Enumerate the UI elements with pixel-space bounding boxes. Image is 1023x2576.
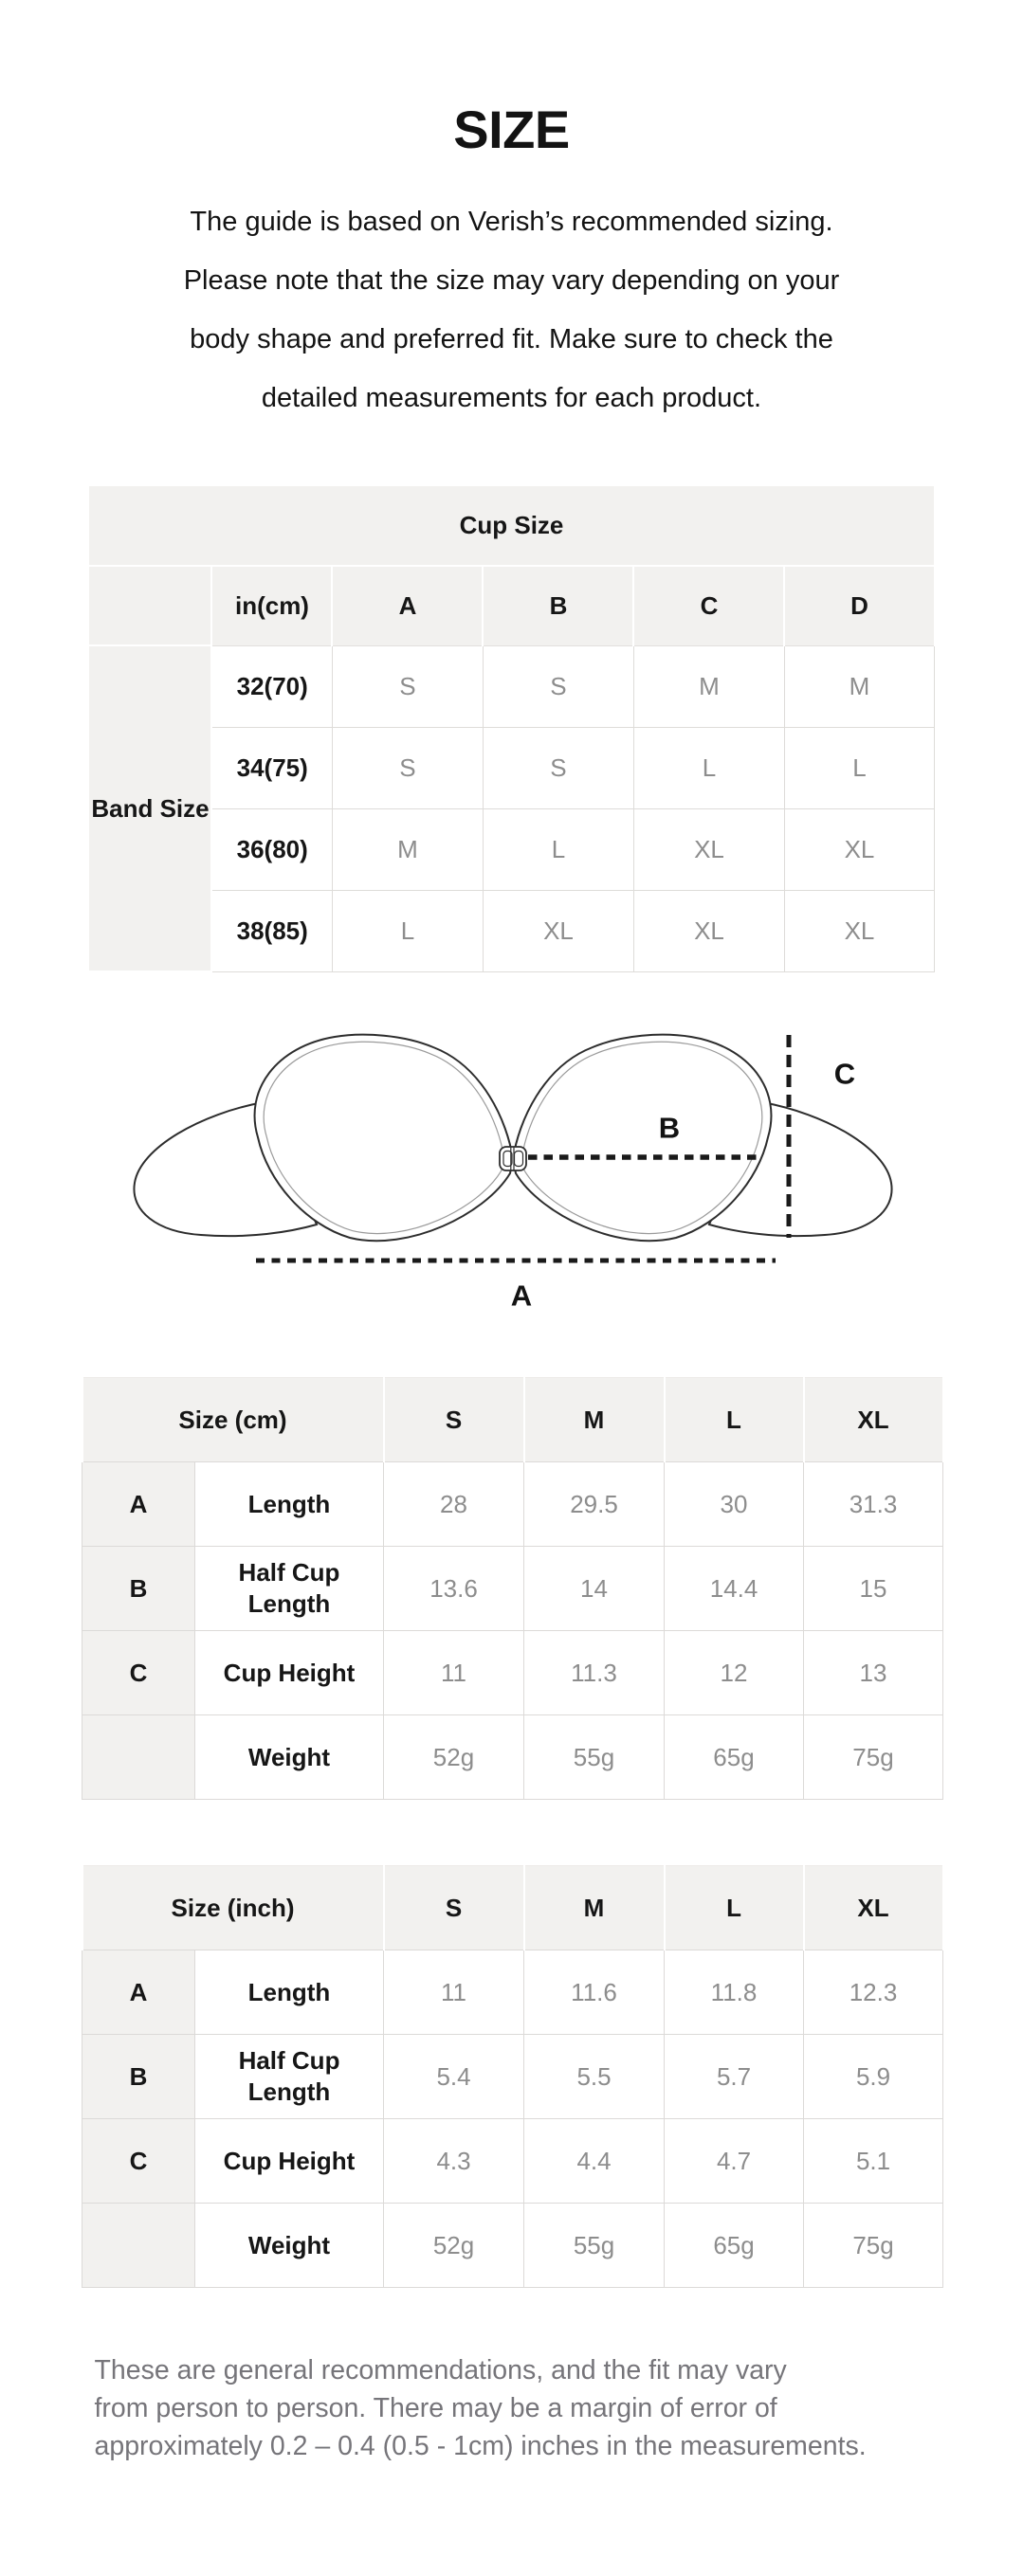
- size-inch-table-title: Size (inch): [82, 1866, 384, 1950]
- size-cell: L: [784, 727, 934, 808]
- dimension-label: Weight: [195, 1715, 384, 1800]
- measurement-cell: 5.9: [804, 2035, 943, 2119]
- measurement-cell: 31.3: [804, 1462, 943, 1547]
- intro-line: Please note that the size may vary depending on your: [183, 265, 840, 296]
- dimension-letter: [82, 2204, 195, 2288]
- measurement-cell: 29.5: [524, 1462, 665, 1547]
- diagram-label-b: B: [658, 1111, 680, 1145]
- dimension-letter: [82, 1715, 195, 1800]
- table-row: [88, 485, 934, 566]
- table-row: [82, 1631, 943, 1715]
- table-row: [82, 2035, 943, 2119]
- measurement-cell: 11: [384, 1631, 524, 1715]
- measurement-cell: 5.5: [524, 2035, 665, 2119]
- table-row: [82, 1950, 943, 2035]
- empty-corner-cell: [88, 566, 211, 645]
- table-row: [82, 1547, 943, 1631]
- size-cell: M: [633, 645, 784, 727]
- size-cell: XL: [633, 890, 784, 971]
- intro-line: body shape and preferred fit. Make sure to check the: [190, 324, 833, 354]
- dimension-letter: A: [82, 1950, 195, 2035]
- cup-column-header: B: [483, 566, 633, 645]
- band-row-header: 36(80): [211, 808, 332, 890]
- table-row: [82, 1462, 943, 1547]
- table-row: [88, 727, 934, 808]
- measurement-cell: 15: [804, 1547, 943, 1631]
- diagram-label-c: C: [833, 1057, 855, 1091]
- dimension-label: Cup Height: [195, 2119, 384, 2204]
- band-size-label: Band Size: [88, 645, 211, 971]
- measurement-cell: 5.7: [665, 2035, 804, 2119]
- intro-line: detailed measurements for each product.: [261, 383, 762, 413]
- table-row: [82, 1378, 943, 1462]
- size-guide-section: [82, 0, 942, 2564]
- dimension-label: Half Cup Length: [195, 1547, 384, 1631]
- measurement-cell: 12.3: [804, 1950, 943, 2035]
- dimension-label: Length: [195, 1950, 384, 2035]
- dimension-label: Weight: [195, 2204, 384, 2288]
- table-row: [88, 890, 934, 971]
- cup-column-header: D: [784, 566, 934, 645]
- size-column-header: XL: [804, 1378, 943, 1462]
- measurement-cell: 4.4: [524, 2119, 665, 2204]
- measurement-cell: 13: [804, 1631, 943, 1715]
- dimension-label: Cup Height: [195, 1631, 384, 1715]
- size-cell: L: [633, 727, 784, 808]
- table-row: [88, 566, 934, 645]
- band-row-header: 34(75): [211, 727, 332, 808]
- size-cell: XL: [784, 808, 934, 890]
- measurement-cell: 55g: [524, 2204, 665, 2288]
- measurement-cell: 11.3: [524, 1631, 665, 1715]
- dimension-letter: B: [82, 1547, 195, 1631]
- table-row: [82, 2119, 943, 2204]
- size-column-header: L: [665, 1378, 804, 1462]
- measurement-cell: 5.4: [384, 2035, 524, 2119]
- size-cell: L: [332, 890, 483, 971]
- measurement-cell: 12: [665, 1631, 804, 1715]
- size-cm-table-title: Size (cm): [82, 1378, 384, 1462]
- measurement-cell: 65g: [665, 1715, 804, 1800]
- measurement-cell: 75g: [804, 2204, 943, 2288]
- measurement-cell: 75g: [804, 1715, 943, 1800]
- size-cell: M: [332, 808, 483, 890]
- measurement-cell: 28: [384, 1462, 524, 1547]
- band-row-header: 32(70): [211, 645, 332, 727]
- size-cell: XL: [784, 890, 934, 971]
- measurement-cell: 30: [665, 1462, 804, 1547]
- disclaimer: [95, 2351, 942, 2465]
- size-cm-table: [82, 1377, 944, 1800]
- disclaimer-line: from person to person. There may be a margin of error of: [94, 2393, 777, 2423]
- cup-column-header: C: [633, 566, 784, 645]
- measurement-cell: 14: [524, 1547, 665, 1631]
- diagram-label-a: A: [510, 1279, 532, 1313]
- size-cell: XL: [483, 890, 633, 971]
- measurement-cell: 4.7: [665, 2119, 804, 2204]
- measurement-cell: 55g: [524, 1715, 665, 1800]
- band-row-header: 38(85): [211, 890, 332, 971]
- table-row: [88, 645, 934, 727]
- measurement-cell: 65g: [665, 2204, 804, 2288]
- size-column-header: S: [384, 1378, 524, 1462]
- intro-paragraph: [82, 192, 942, 427]
- size-cell: S: [332, 727, 483, 808]
- measurement-cell: 13.6: [384, 1547, 524, 1631]
- size-column-header: M: [524, 1378, 665, 1462]
- size-column-header: S: [384, 1866, 524, 1950]
- disclaimer-line: approximately 0.2 – 0.4 (0.5 - 1cm) inches in the measurements.: [94, 2431, 867, 2461]
- dimension-letter: A: [82, 1462, 195, 1547]
- size-column-header: L: [665, 1866, 804, 1950]
- size-inch-table: [82, 1865, 944, 2288]
- measurement-cell: 11.6: [524, 1950, 665, 2035]
- disclaimer-line: These are general recommendations, and the fit may vary: [94, 2355, 787, 2386]
- cup-size-table-title: Cup Size: [88, 485, 934, 566]
- size-cell: S: [332, 645, 483, 727]
- dimension-letter: C: [82, 1631, 195, 1715]
- size-cell: M: [784, 645, 934, 727]
- size-column-header: M: [524, 1866, 665, 1950]
- dimension-letter: B: [82, 2035, 195, 2119]
- intro-line: The guide is based on Verish’s recommended sizing.: [190, 207, 833, 237]
- size-cell: XL: [633, 808, 784, 890]
- measurement-cell: 4.3: [384, 2119, 524, 2204]
- table-row: [82, 1866, 943, 1950]
- table-row: [82, 2204, 943, 2288]
- measurement-cell: 52g: [384, 1715, 524, 1800]
- dimension-label: Half Cup Length: [195, 2035, 384, 2119]
- table-row: [82, 1715, 943, 1800]
- dimension-label: Length: [195, 1462, 384, 1547]
- measurement-cell: 52g: [384, 2204, 524, 2288]
- bra-diagram: [82, 1022, 942, 1334]
- measurement-diagram: [82, 1022, 942, 1334]
- measurement-cell: 14.4: [665, 1547, 804, 1631]
- dimension-letter: C: [82, 2119, 195, 2204]
- size-cell: S: [483, 645, 633, 727]
- measurement-cell: 11: [384, 1950, 524, 2035]
- unit-column-header: in(cm): [211, 566, 332, 645]
- front-clasp-icon: [500, 1147, 526, 1170]
- measurement-cell: 11.8: [665, 1950, 804, 2035]
- size-column-header: XL: [804, 1866, 943, 1950]
- cup-size-table: [87, 484, 935, 972]
- size-cell: L: [483, 808, 633, 890]
- cup-column-header: A: [332, 566, 483, 645]
- size-cell: S: [483, 727, 633, 808]
- measurement-cell: 5.1: [804, 2119, 943, 2204]
- page-title: SIZE: [453, 100, 570, 159]
- table-row: [88, 808, 934, 890]
